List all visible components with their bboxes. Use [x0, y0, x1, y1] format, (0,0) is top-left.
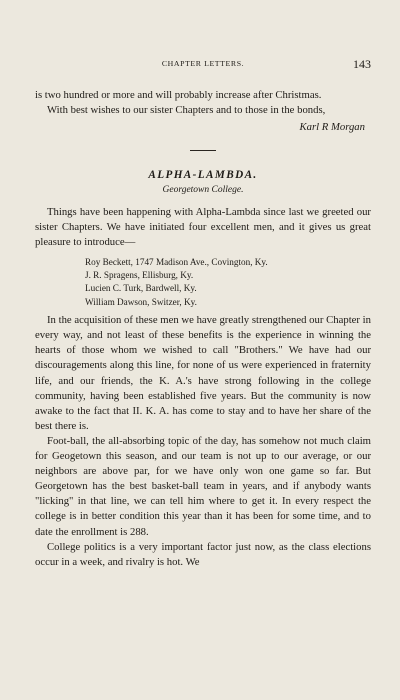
page-body: [35, 88, 371, 570]
page-number: 143: [353, 57, 371, 71]
list-item: Roy Beckett, 1747 Madison Ave., Covington, Ky.: [85, 256, 268, 267]
paragraph: College politics is a very important factor just now, as the class elections occur in a week, and rivalry is hot. We: [35, 540, 371, 568]
paragraph: Foot-ball, the all-absorbing topic of the day, has somehow not much claim for Geogetown this season, and our team is not up to our average, or our neighbors are above par, for we have only won one game so far. But Georgetown has the best basket-ball team in years, and if anybody wants "licking" in that line, we can tell him where to get it. In every respect the college is in better condition this year than it has been for some time, and to date the enrollment is 288.: [35, 434, 371, 538]
paragraph: With best wishes to our sister Chapters and to those in the bonds,: [47, 104, 326, 117]
running-head: CHAPTER LETTERS.: [161, 59, 245, 68]
signature: Karl R Morgan: [299, 121, 365, 134]
paragraph: Things have been happening with Alpha-Lambda since last we greeted our sister Chapters. We have initiated four excellent men, and it gives us great pleasure to introduce—: [35, 206, 371, 249]
section-title: ALPHA-LAMBDA.: [148, 169, 258, 182]
list-item: William Dawson, Switzer, Ky.: [85, 296, 197, 307]
initiate-list: [85, 256, 371, 310]
paragraph: In the acquisition of these men we have greatly strengthened our Chapter in every way, and not least of these benefits is the experience in winning the hearts of those whom we wished to call "Brothers." We have had our discouragements along this line, for none of us were experienced in fraternity life, and our friends, the K. A.'s have strong following in the college community, having been established five years. But the community is now awake to the fact that II. K. A. has come to stay and to have her share of the best there is.: [35, 314, 371, 432]
section-subtitle: Georgetown College.: [162, 185, 244, 196]
list-item: J. R. Spragens, Ellisburg, Ky.: [85, 269, 194, 280]
paragraph: is two hundred or more and will probably increase after Christmas.: [35, 89, 322, 101]
page-header: [35, 57, 371, 73]
section-divider: [190, 150, 216, 151]
list-item: Lucien C. Turk, Bardwell, Ky.: [85, 283, 197, 294]
